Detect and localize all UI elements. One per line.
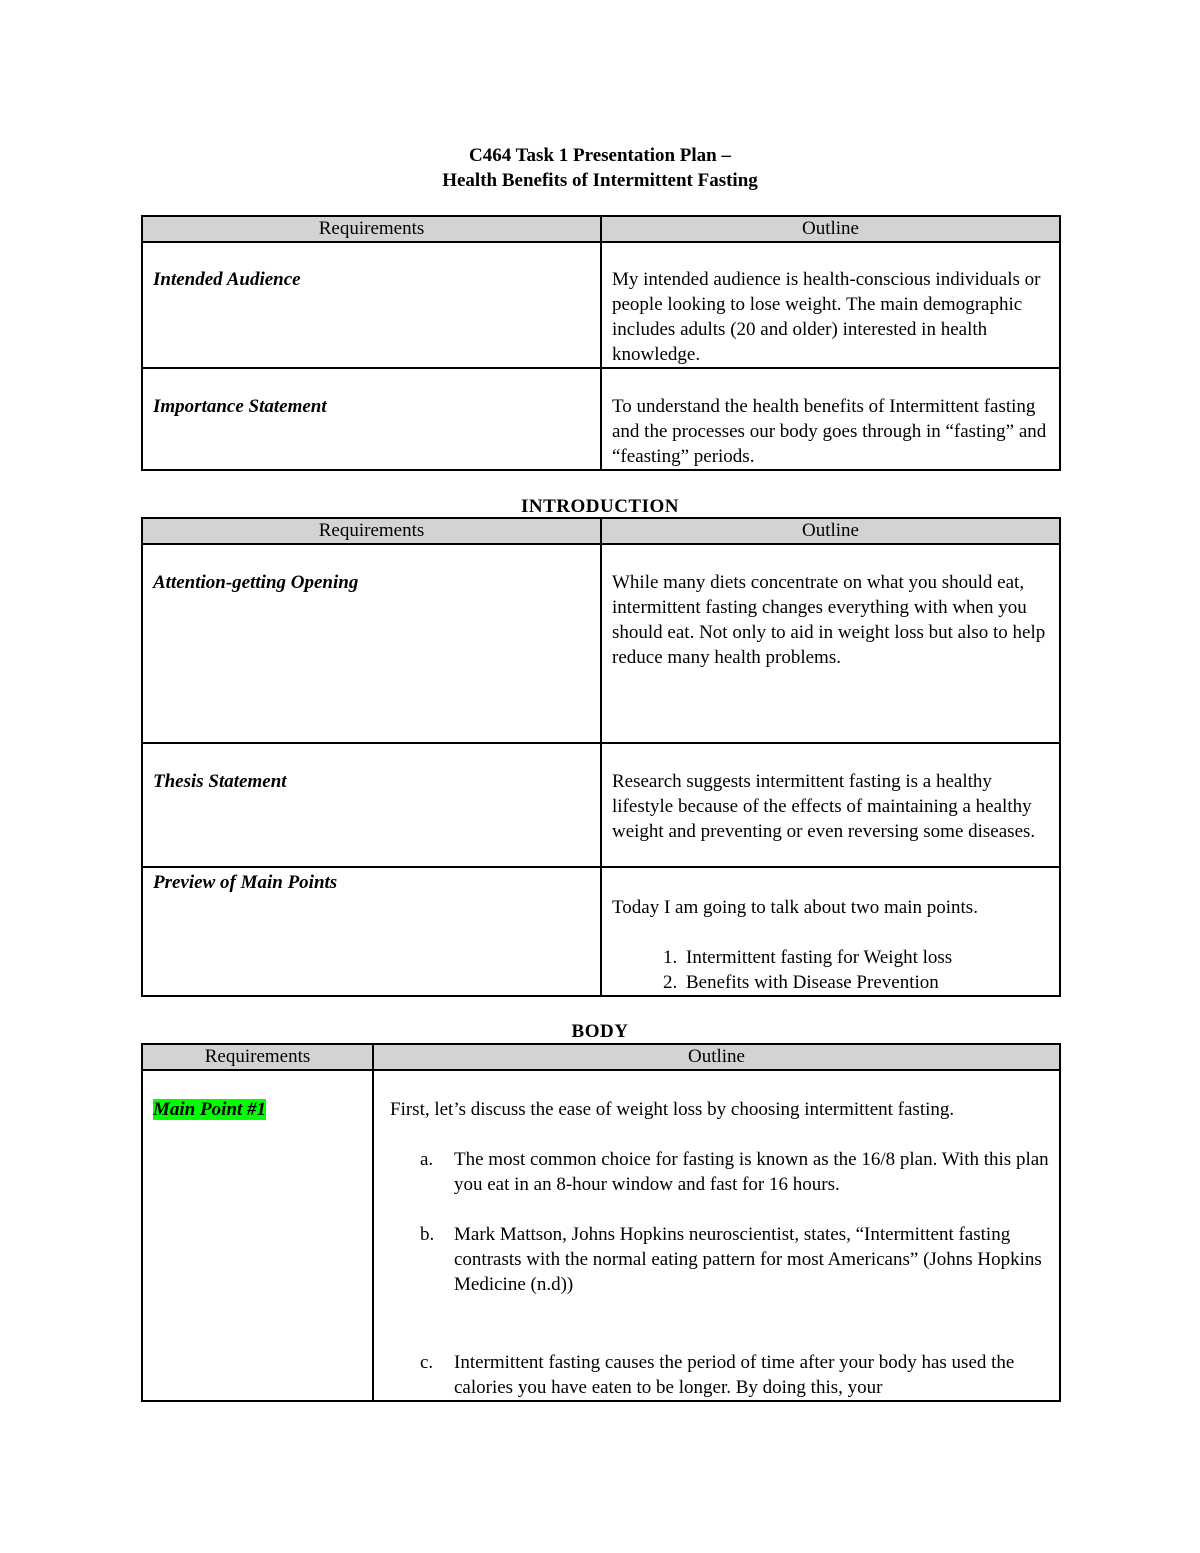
table-row	[142, 242, 1060, 368]
body-table	[141, 1043, 1061, 1402]
outline-text: To understand the health benefits of Intermittent fasting and the processes our body goes through in “fasting” and “feasting” periods.	[612, 396, 1047, 467]
subpoints-list	[390, 1147, 1051, 1400]
document-title-line-1: C464 Task 1 Presentation Plan –	[469, 145, 731, 166]
introduction-table	[141, 517, 1061, 997]
main-point-intro: First, let’s discuss the ease of weight loss by choosing intermittent fasting.	[390, 1099, 955, 1120]
list-item: 1. Intermittent fasting for Weight loss	[682, 945, 1051, 970]
outline-text	[602, 868, 1059, 995]
list-item	[420, 1350, 1051, 1400]
table-row	[142, 544, 1060, 743]
introduction-header-row	[142, 518, 1060, 544]
subpoint-text: Intermittent fasting causes the period of time after your body has used the calories you have eaten to be longer. By doing this, your	[454, 1352, 1015, 1398]
column-header-outline: Outline	[373, 1044, 1060, 1070]
column-header-requirements: Requirements	[142, 518, 601, 544]
subpoint-text: Mark Mattson, Johns Hopkins neuroscientist, states, “Intermittent fasting contrasts with the normal eating pattern for most Americans” (Johns Hopkins Medicine (n.d))	[454, 1224, 1042, 1295]
outline-text: While many diets concentrate on what you should eat, intermittent fasting changes everything with when you should eat. Not only to aid in weight loss but also to help reduce many health problems.	[612, 572, 1046, 668]
body-header-row	[142, 1044, 1060, 1070]
requirement-label: Thesis Statement	[153, 771, 287, 792]
subpoint-text: The most common choice for fasting is known as the 16/8 plan. With this plan you eat in an 8-hour window and fast for 16 hours.	[454, 1149, 1049, 1195]
list-item	[420, 1147, 1051, 1197]
table-row	[142, 867, 1060, 996]
table-row	[142, 743, 1060, 867]
table-row	[142, 1070, 1060, 1401]
list-marker: c.	[420, 1352, 434, 1373]
list-item	[420, 1222, 1051, 1297]
main-points-list	[612, 945, 1051, 995]
section-heading-body: BODY	[571, 1021, 629, 1042]
list-item: 2. Benefits with Disease Prevention	[682, 970, 1051, 995]
requirement-label: Importance Statement	[153, 396, 327, 417]
column-header-outline: Outline	[601, 518, 1060, 544]
table-row	[142, 368, 1060, 470]
overview-header-row	[142, 216, 1060, 242]
list-marker: a.	[420, 1149, 434, 1170]
main-point-cell	[143, 1071, 372, 1122]
preview-intro: Today I am going to talk about two main points.	[612, 897, 978, 918]
column-header-requirements: Requirements	[142, 1044, 373, 1070]
requirement-label: Preview of Main Points	[153, 872, 338, 893]
section-heading-introduction: INTRODUCTION	[520, 496, 680, 517]
requirement-label: Intended Audience	[153, 269, 301, 290]
list-marker: b.	[420, 1224, 435, 1245]
document-title-line-2: Health Benefits of Intermittent Fasting	[442, 170, 758, 191]
main-point-outline	[374, 1071, 1059, 1400]
column-header-outline: Outline	[601, 216, 1060, 242]
main-point-1-label: Main Point #1	[153, 1099, 266, 1120]
requirement-label: Attention-getting Opening	[153, 572, 359, 593]
overview-table	[141, 215, 1061, 471]
column-header-requirements: Requirements	[142, 216, 601, 242]
outline-text: Research suggests intermittent fasting is a healthy lifestyle because of the effects of maintaining a healthy weight and preventing or even reversing some diseases.	[612, 771, 1036, 842]
outline-text: My intended audience is health-conscious individuals or people looking to lose weight. The main demographic includes adults (20 and older) interested in health knowledge.	[612, 269, 1041, 365]
